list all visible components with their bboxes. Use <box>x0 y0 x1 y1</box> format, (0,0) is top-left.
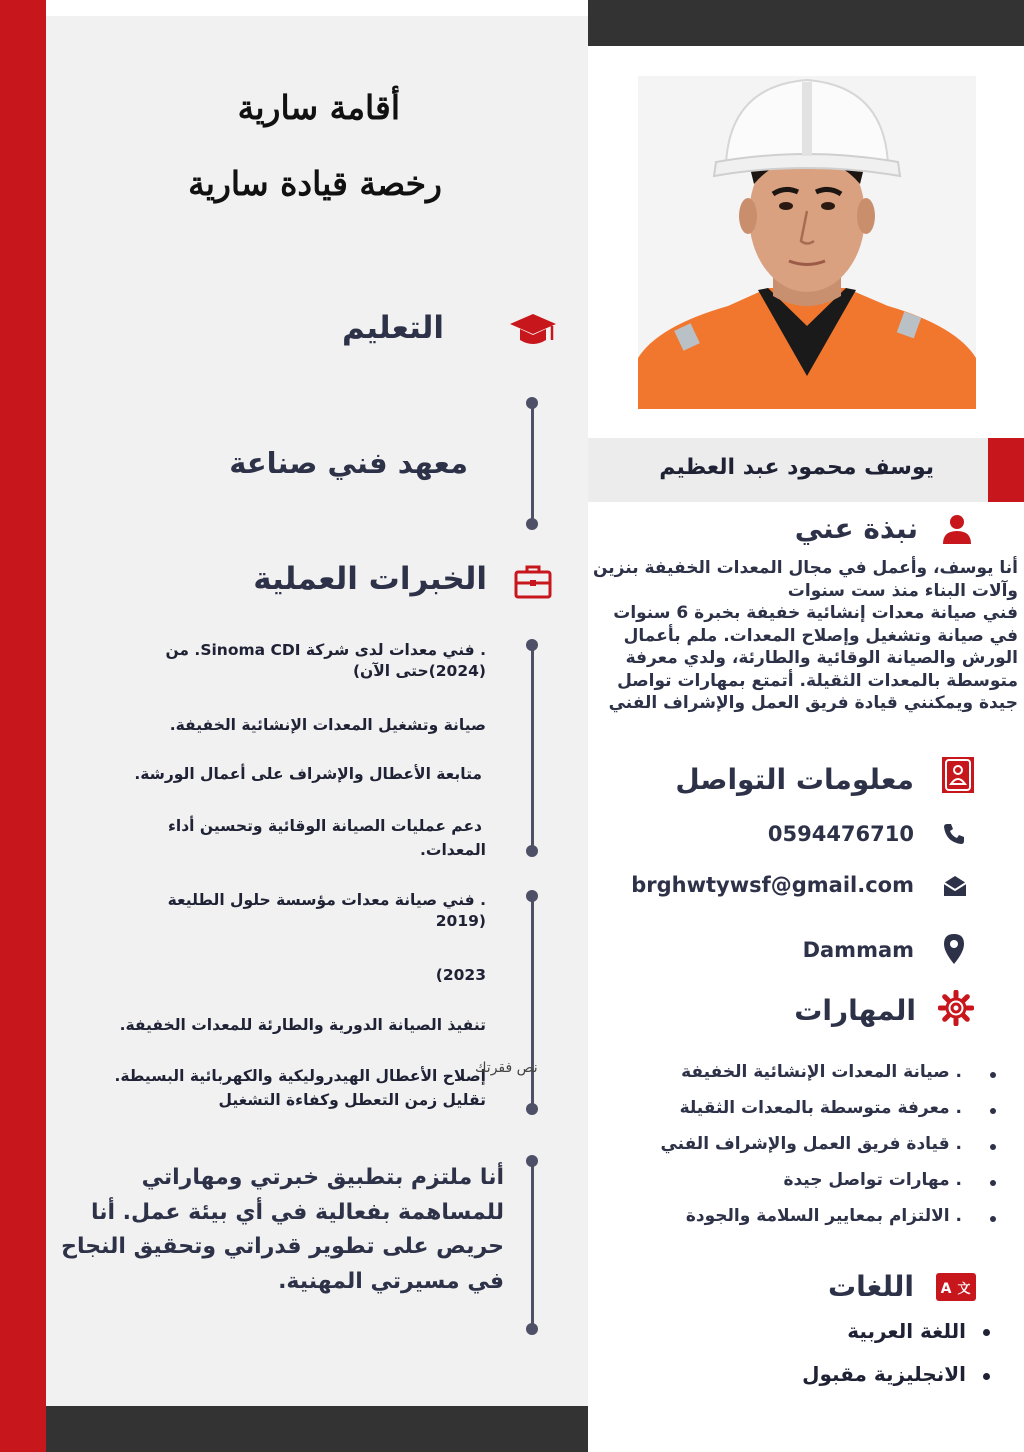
about-line: متوسطة بالمعدات الثقيلة. أتمتع بمهارات تواصل <box>617 670 1018 691</box>
full-name: يوسف محمود عبد العظيم <box>659 455 934 480</box>
job2-duty: تقليل زمن التعطل وكفاءة التشغيل <box>218 1091 486 1109</box>
briefcase-icon <box>514 564 552 600</box>
bullet <box>990 1144 996 1150</box>
about-line: فني صيانة معدات إنشائية خفيفة بخبرة 6 سنوات <box>613 603 1018 623</box>
job1-title <box>126 640 486 682</box>
skill-item: . مهارات تواصل جيدة <box>783 1170 962 1190</box>
graduation-cap-icon <box>508 310 558 350</box>
job1-title-line: (2024)حتى الآن) <box>352 662 486 680</box>
timeline-dot <box>526 1103 538 1115</box>
job2-duty: تنفيذ الصيانة الدورية والطارئة للمعدات الخفيفة. <box>119 1016 486 1034</box>
job1-duty: دعم عمليات الصيانة الوقائية وتحسين أداء <box>167 817 482 835</box>
skill-item: . الالتزام بمعايير السلامة والجودة <box>685 1206 962 1226</box>
bottom-dark-bar <box>46 1406 588 1452</box>
license-status: رخصة قيادة سارية <box>188 164 442 203</box>
about-line: وآلات البناء منذ ست سنوات <box>787 580 1018 601</box>
svg-text:文: 文 <box>957 1282 971 1297</box>
contact-title: معلومات التواصل <box>675 763 914 796</box>
job2-title-line: . فني صيانة معدات مؤسسة حلول الطليعة <box>167 891 486 909</box>
closing-statement: أنا ملتزم بتطبيق خبرتي ومهاراتي للمساهمة بفعالية في أي بيئة عمل. أنا حريص على تطوير قدراتي وتحقيق النجاح في مسيرتي المهنية. <box>61 1165 504 1294</box>
about-title: نبذة عني <box>794 512 918 545</box>
about-line: الورش والصيانة الوقائية والطارئة، ولدي معرفة <box>625 648 1018 668</box>
placeholder-text-label: نص فقرتك <box>475 1060 538 1076</box>
phone-number[interactable]: 0594476710 <box>767 822 914 846</box>
bullet <box>983 1373 990 1380</box>
timeline-dot <box>526 1155 538 1167</box>
phone-icon <box>942 822 966 846</box>
profile-photo <box>638 76 976 409</box>
timeline-line <box>531 402 534 524</box>
job2-title-line: (2019 <box>435 912 486 930</box>
about-paragraph <box>590 557 1018 715</box>
top-dark-bar <box>588 0 1024 46</box>
bullet <box>990 1216 996 1222</box>
residency-status: أقامة سارية <box>237 88 400 127</box>
bullet <box>990 1108 996 1114</box>
skill-item: . صيانة المعدات الإنشائية الخفيفة <box>681 1062 962 1082</box>
experience-title: الخبرات العملية <box>253 561 487 597</box>
timeline-dot <box>526 397 538 409</box>
job2-end-year: 2023) <box>435 966 486 984</box>
name-banner-accent <box>988 438 1024 502</box>
skills-title: المهارات <box>794 994 916 1027</box>
timeline-line <box>531 895 534 1109</box>
job1-duty: متابعة الأعطال والإشراف على أعمال الورشة. <box>134 765 482 783</box>
languages-title: اللغات <box>828 1270 914 1303</box>
timeline-dot <box>526 518 538 530</box>
gear-icon <box>938 990 974 1026</box>
education-title: التعليم <box>341 310 444 346</box>
bullet <box>990 1072 996 1078</box>
about-line: جيدة ويمكنني قيادة فريق العمل والإشراف الفني <box>608 693 1018 713</box>
contact-card-icon <box>942 757 974 793</box>
job2-title <box>126 890 486 932</box>
about-line: في صيانة وتشغيل وإصلاح المعدات. ملم بأعمال <box>623 625 1018 646</box>
mail-icon <box>942 874 968 898</box>
bullet <box>990 1180 996 1186</box>
timeline-line <box>531 644 534 850</box>
timeline-dot <box>526 890 538 902</box>
email-address[interactable]: brghwtywsf@gmail.com <box>631 873 914 897</box>
timeline-line <box>531 1161 534 1329</box>
timeline-dot <box>526 639 538 651</box>
timeline-dot <box>526 845 538 857</box>
about-line: أنا يوسف، وأعمل في مجال المعدات الخفيفة بنزين <box>593 558 1018 578</box>
skill-item: . قيادة فريق العمل والإشراف الفني <box>660 1134 962 1154</box>
language-item: اللغة العربية <box>847 1319 966 1343</box>
job1-duty: المعدات. <box>419 841 486 859</box>
left-accent-bar <box>0 0 46 1452</box>
language-item: الانجليزية مقبول <box>802 1362 966 1386</box>
job1-title-line: . فني معدات لدى شركة Sinoma CDI. من <box>165 641 486 659</box>
location-pin-icon <box>944 934 964 964</box>
bullet <box>983 1329 990 1336</box>
user-icon <box>940 512 974 546</box>
city: Dammam <box>802 938 914 962</box>
institute-name: معهد فني صناعة <box>229 446 468 480</box>
skill-item: . معرفة متوسطة بالمعدات الثقيلة <box>679 1098 962 1118</box>
timeline-dot <box>526 1323 538 1335</box>
translate-icon <box>936 1273 976 1301</box>
job1-duty: صيانة وتشغيل المعدات الإنشائية الخفيفة. <box>169 716 486 734</box>
job2-duty: إصلاح الأعطال الهيدروليكية والكهربائية البسيطة. <box>114 1067 486 1085</box>
svg-text:A: A <box>940 1281 952 1297</box>
